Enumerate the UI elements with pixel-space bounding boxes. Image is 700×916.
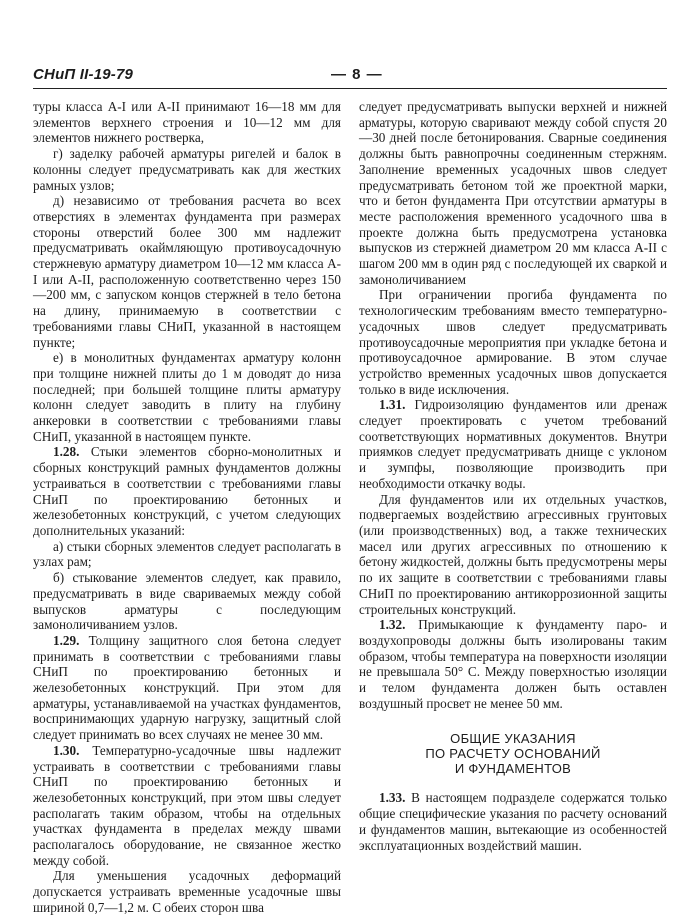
paragraph: а) стыки сборных элементов следует располагать в узлах рам; [33, 538, 341, 570]
right-column [359, 99, 667, 853]
clause-text: Стыки элементов сборно-монолитных и сборных конструкций рамных фундаментов должны устраиваться в соответствии с требованиями главы СНиП по проектированию бетонных и железобетонных конструкций, с учетом следующих дополнительных указаний: [33, 444, 341, 538]
clause-1-33 [359, 790, 667, 853]
clause-number: 1.31. [379, 397, 406, 413]
paragraph: б) стыкование элементов следует, как правило, предусматривать в виде свариваемых между собой выпусков арматуры с последующим замоноличиванием узлов. [33, 570, 341, 633]
clause-1-32 [359, 617, 667, 711]
page-header [33, 66, 667, 90]
paragraph: туры класса А-I или А-II принимают 16—18 мм для элементов верхнего строения и 10—12 мм для элементов нижнего ростверка, [33, 99, 341, 146]
clause-1-28 [33, 444, 341, 538]
clause-text: В настоящем подразделе содержатся только общие специфические указания по расчету оснований и фундаментов машин, вытекающие из особенностей эксплуатационных воздействий машин. [359, 790, 668, 853]
clause-number: 1.32. [379, 617, 406, 633]
section-heading [359, 731, 667, 776]
clause-1-30 [33, 743, 341, 869]
clause-text: Толщину защитного слоя бетона следует принимать в соответствии с требованиями главы СНиП по проектированию бетонных и железобетонных конструкций. При этом для арматуры, устанавливаемой на участках фундаментов, воспринимающих ударную нагрузку, защитный слой следует принимать во всех случаях не менее 30 мм. [33, 632, 341, 743]
paragraph: е) в монолитных фундаментах арматуру колонн при толщине нижней плиты до 1 м доводят до низа последней; при большей толщине плиты арматуру колонн следует заводить в плиту на глубину анкеровки в соответствии с требованиями главы СНиП, указанной в настоящем пункте. [33, 350, 341, 444]
paragraph: д) независимо от требования расчета во всех отверстиях в элементах фундамента при размерах стороны отверстий более 300 мм надлежит предусматривать окаймляющую противоусадочную стержневую арматуру диаметром 10—12 мм класса А-I или А-II, расположенную соответственно через 150—200 мм, с запуском концов стержней в тело бетона на длину, принимаемую в соответствии с требованиями главы СНиП, указанной в настоящем пункте; [33, 193, 341, 350]
clause-1-31 [359, 397, 667, 491]
page-number: — 8 — [331, 66, 383, 83]
paragraph: Для фундаментов или их отдельных участков, подвергаемых воздействию агрессивных грунтовых (или производственных) вод, а также технических масел или других агрессивных по отношению к бетону жидкостей, должны быть предусмотрены меры по их защите в соответствии с требованиями главы СНиП по проектированию антикоррозионной защиты строительных конструкций. [359, 491, 667, 617]
clause-text: Температурно-усадочные швы надлежит устраивать в соответствии с требованиями главы СНиП по проектированию бетонных и железобетонных конструкций, при этом швы следует располагать таким образом, чтобы на отдельных участках фундамента в пределах между швами располагалось оборудование, не связанное жестко между собой. [33, 742, 341, 868]
paragraph: При ограничении прогиба фундамента по технологическим требованиям вместо температурно-усадочных швов следует предусматривать противоусадочные мероприятия при укладке бетона и противоусадочное армирование. В этом случае устройство временных усадочных швов допускается только в виде исключения. [359, 287, 667, 397]
paragraph: г) заделку рабочей арматуры ригелей и балок в колонны следует предусматривать как для жестких рамных узлов; [33, 146, 341, 193]
document-code: СНиП II-19-79 [33, 66, 134, 83]
clause-text: Гидроизоляцию фундаментов или дренаж следует проектировать с учетом требований соответствующих нормативных документов. Внутри приямков следует предусматривать днище с уклоном и зумпфы, позволяющие производить при необходимости откачку воды. [359, 397, 667, 491]
clause-number: 1.29. [53, 632, 80, 648]
clause-number: 1.33. [379, 790, 406, 806]
clause-text: Примыкающие к фундаменту паро- и воздухопроводы должны быть изолированы таким образом, чтобы температура на поверхности изоляции не превышала 50° С. Между поверхностью изоляции и телом фундамента должен быть оставлен воздушный просвет не менее 50 мм. [359, 617, 667, 711]
paragraph: Для уменьшения усадочных деформаций допускается устраивать временные усадочные швы шириной 0,7—1,2 м. С обеих сторон шва [33, 868, 341, 915]
clause-1-29 [33, 633, 341, 743]
heading-line: И ФУНДАМЕНТОВ [454, 761, 572, 777]
heading-line: ПО РАСЧЕТУ ОСНОВАНИЙ [425, 746, 601, 762]
paragraph: следует предусматривать выпуски верхней и нижней арматуры, которую сваривают между собой спустя 20—30 дней после бетонирования. Сварные соединения должны быть равнопрочны соединенным стержням. Заполнение временных усадочных швов следует предусматривать бетоном той же проектной марки, что и бетон фундамента При отсутствии арматуры в месте расположения временного усадочного шва в проекте должна быть предусмотрена установка выпусков из стержней диаметром 20 мм класса А-II с шагом 200 мм в один ряд с последующей их сваркой и замоноличиванием [359, 99, 667, 287]
clause-number: 1.28. [53, 444, 80, 460]
heading-line: ОБЩИЕ УКАЗАНИЯ [450, 731, 576, 747]
left-column [33, 99, 341, 916]
clause-number: 1.30. [53, 742, 80, 758]
header-rule [33, 88, 667, 89]
